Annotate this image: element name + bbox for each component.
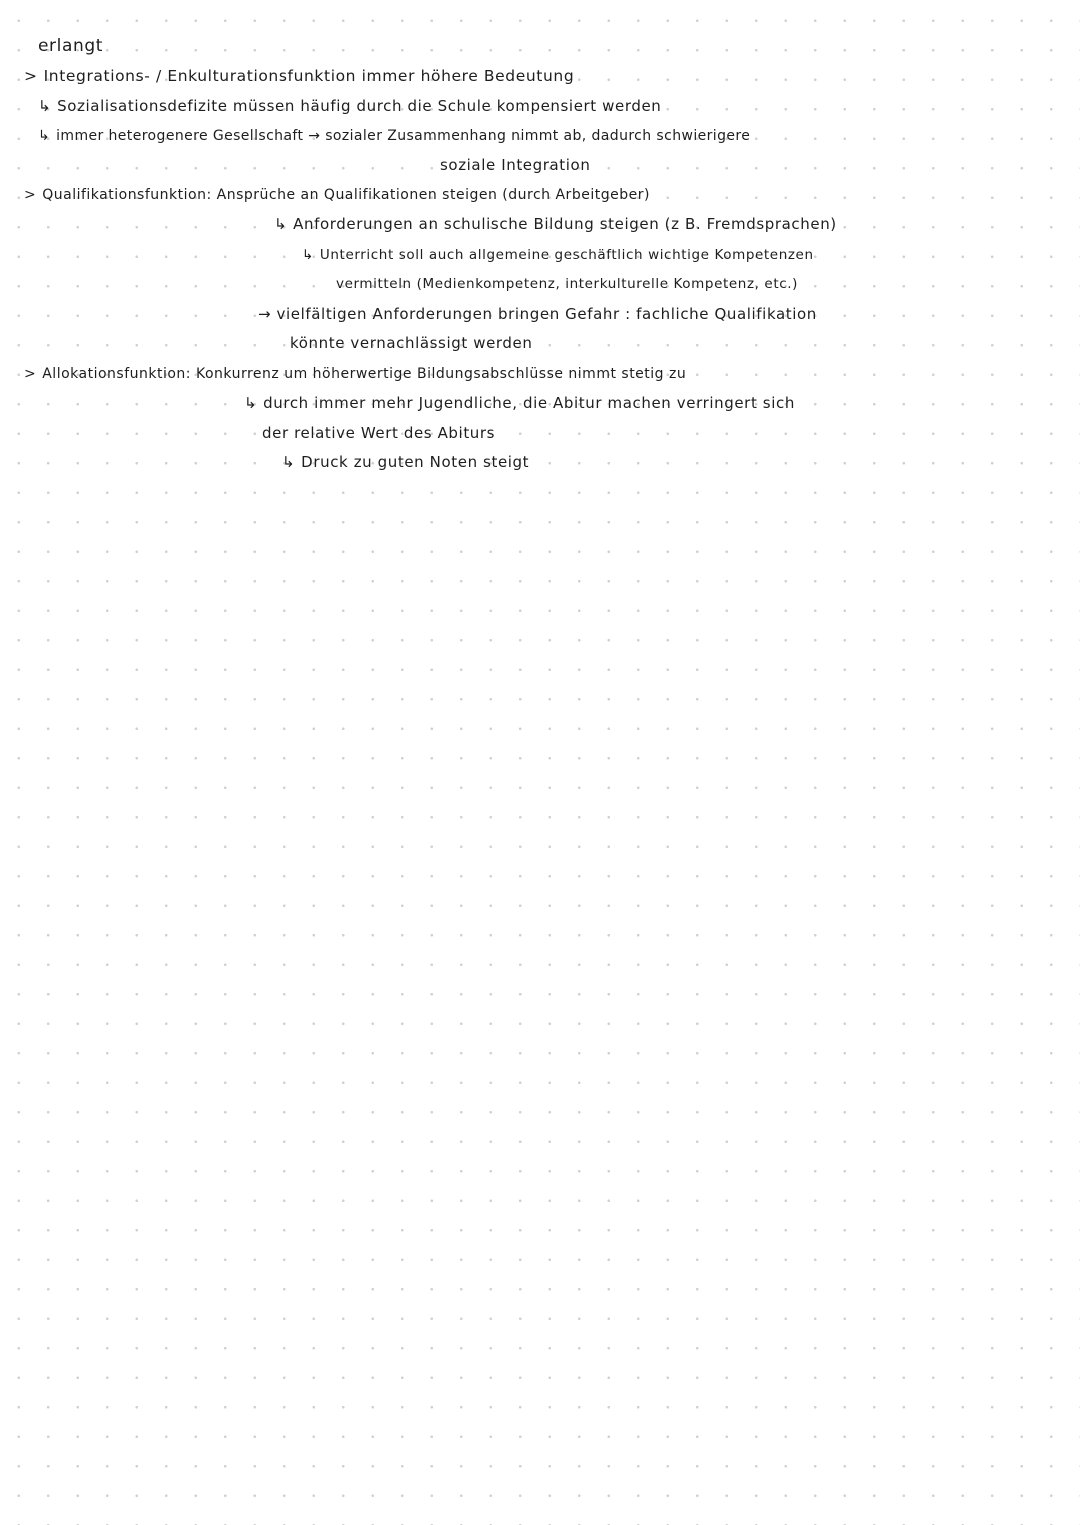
- note-text: immer heterogenere Gesellschaft → sozialer Zusammenhang nimmt ab, dadurch schwierigere: [56, 128, 751, 144]
- bullet-marker: >: [24, 187, 37, 203]
- note-text: könnte vernachlässigt werden: [290, 334, 533, 352]
- note-text: → vielfältigen Anforderungen bringen Gefahr : fachliche Qualifikation: [258, 305, 817, 323]
- bullet-marker: >: [24, 67, 38, 85]
- bullet-line-integration: [24, 66, 574, 86]
- note-text: Sozialisationsdefizite müssen häufig durch die Schule kompensiert werden: [57, 97, 662, 115]
- sub-arrow-icon: ↳: [282, 453, 296, 471]
- note-line: [38, 36, 103, 56]
- bullet-marker: >: [24, 366, 37, 382]
- note-line: [440, 155, 590, 175]
- note-text: durch immer mehr Jugendliche, die Abitur machen verringert sich: [263, 394, 795, 412]
- note-text: Unterricht soll auch allgemeine geschäftlich wichtige Kompetenzen: [319, 247, 814, 263]
- sub-line: [302, 245, 814, 265]
- sub-arrow-icon: ↳: [244, 394, 258, 412]
- note-text: Allokationsfunktion: Konkurrenz um höherwertige Bildungsabschlüsse nimmt stetig zu: [42, 366, 687, 382]
- sub-line: [282, 452, 529, 472]
- note-text: erlangt: [38, 36, 104, 56]
- sub-arrow-icon: ↳: [274, 215, 288, 233]
- sub-line: [38, 126, 750, 146]
- sub-arrow-icon: ↳: [38, 128, 51, 144]
- note-line: [262, 423, 495, 443]
- note-line: [336, 274, 798, 294]
- note-text: Qualifikationsfunktion: Ansprüche an Qualifikationen steigen (durch Arbeitgeber): [42, 187, 650, 203]
- note-line: [258, 304, 817, 324]
- note-text: Anforderungen an schulische Bildung steigen (z B. Fremdsprachen): [293, 215, 837, 233]
- note-line: [290, 333, 532, 353]
- note-text: soziale Integration: [440, 156, 591, 174]
- bullet-line-qualification: [24, 185, 650, 205]
- sub-line: [244, 393, 795, 413]
- sub-line: [38, 96, 661, 116]
- note-text: Integrations- / Enkulturationsfunktion immer höhere Bedeutung: [43, 67, 575, 85]
- note-text: Druck zu guten Noten steigt: [301, 453, 530, 471]
- sub-line: [274, 214, 837, 234]
- sub-arrow-icon: ↳: [38, 97, 52, 115]
- note-text: der relative Wert des Abiturs: [262, 424, 496, 442]
- bullet-line-allocation: [24, 364, 686, 384]
- sub-arrow-icon: ↳: [302, 247, 314, 263]
- note-text: vermitteln (Medienkompetenz, interkulturelle Kompetenz, etc.): [336, 276, 798, 292]
